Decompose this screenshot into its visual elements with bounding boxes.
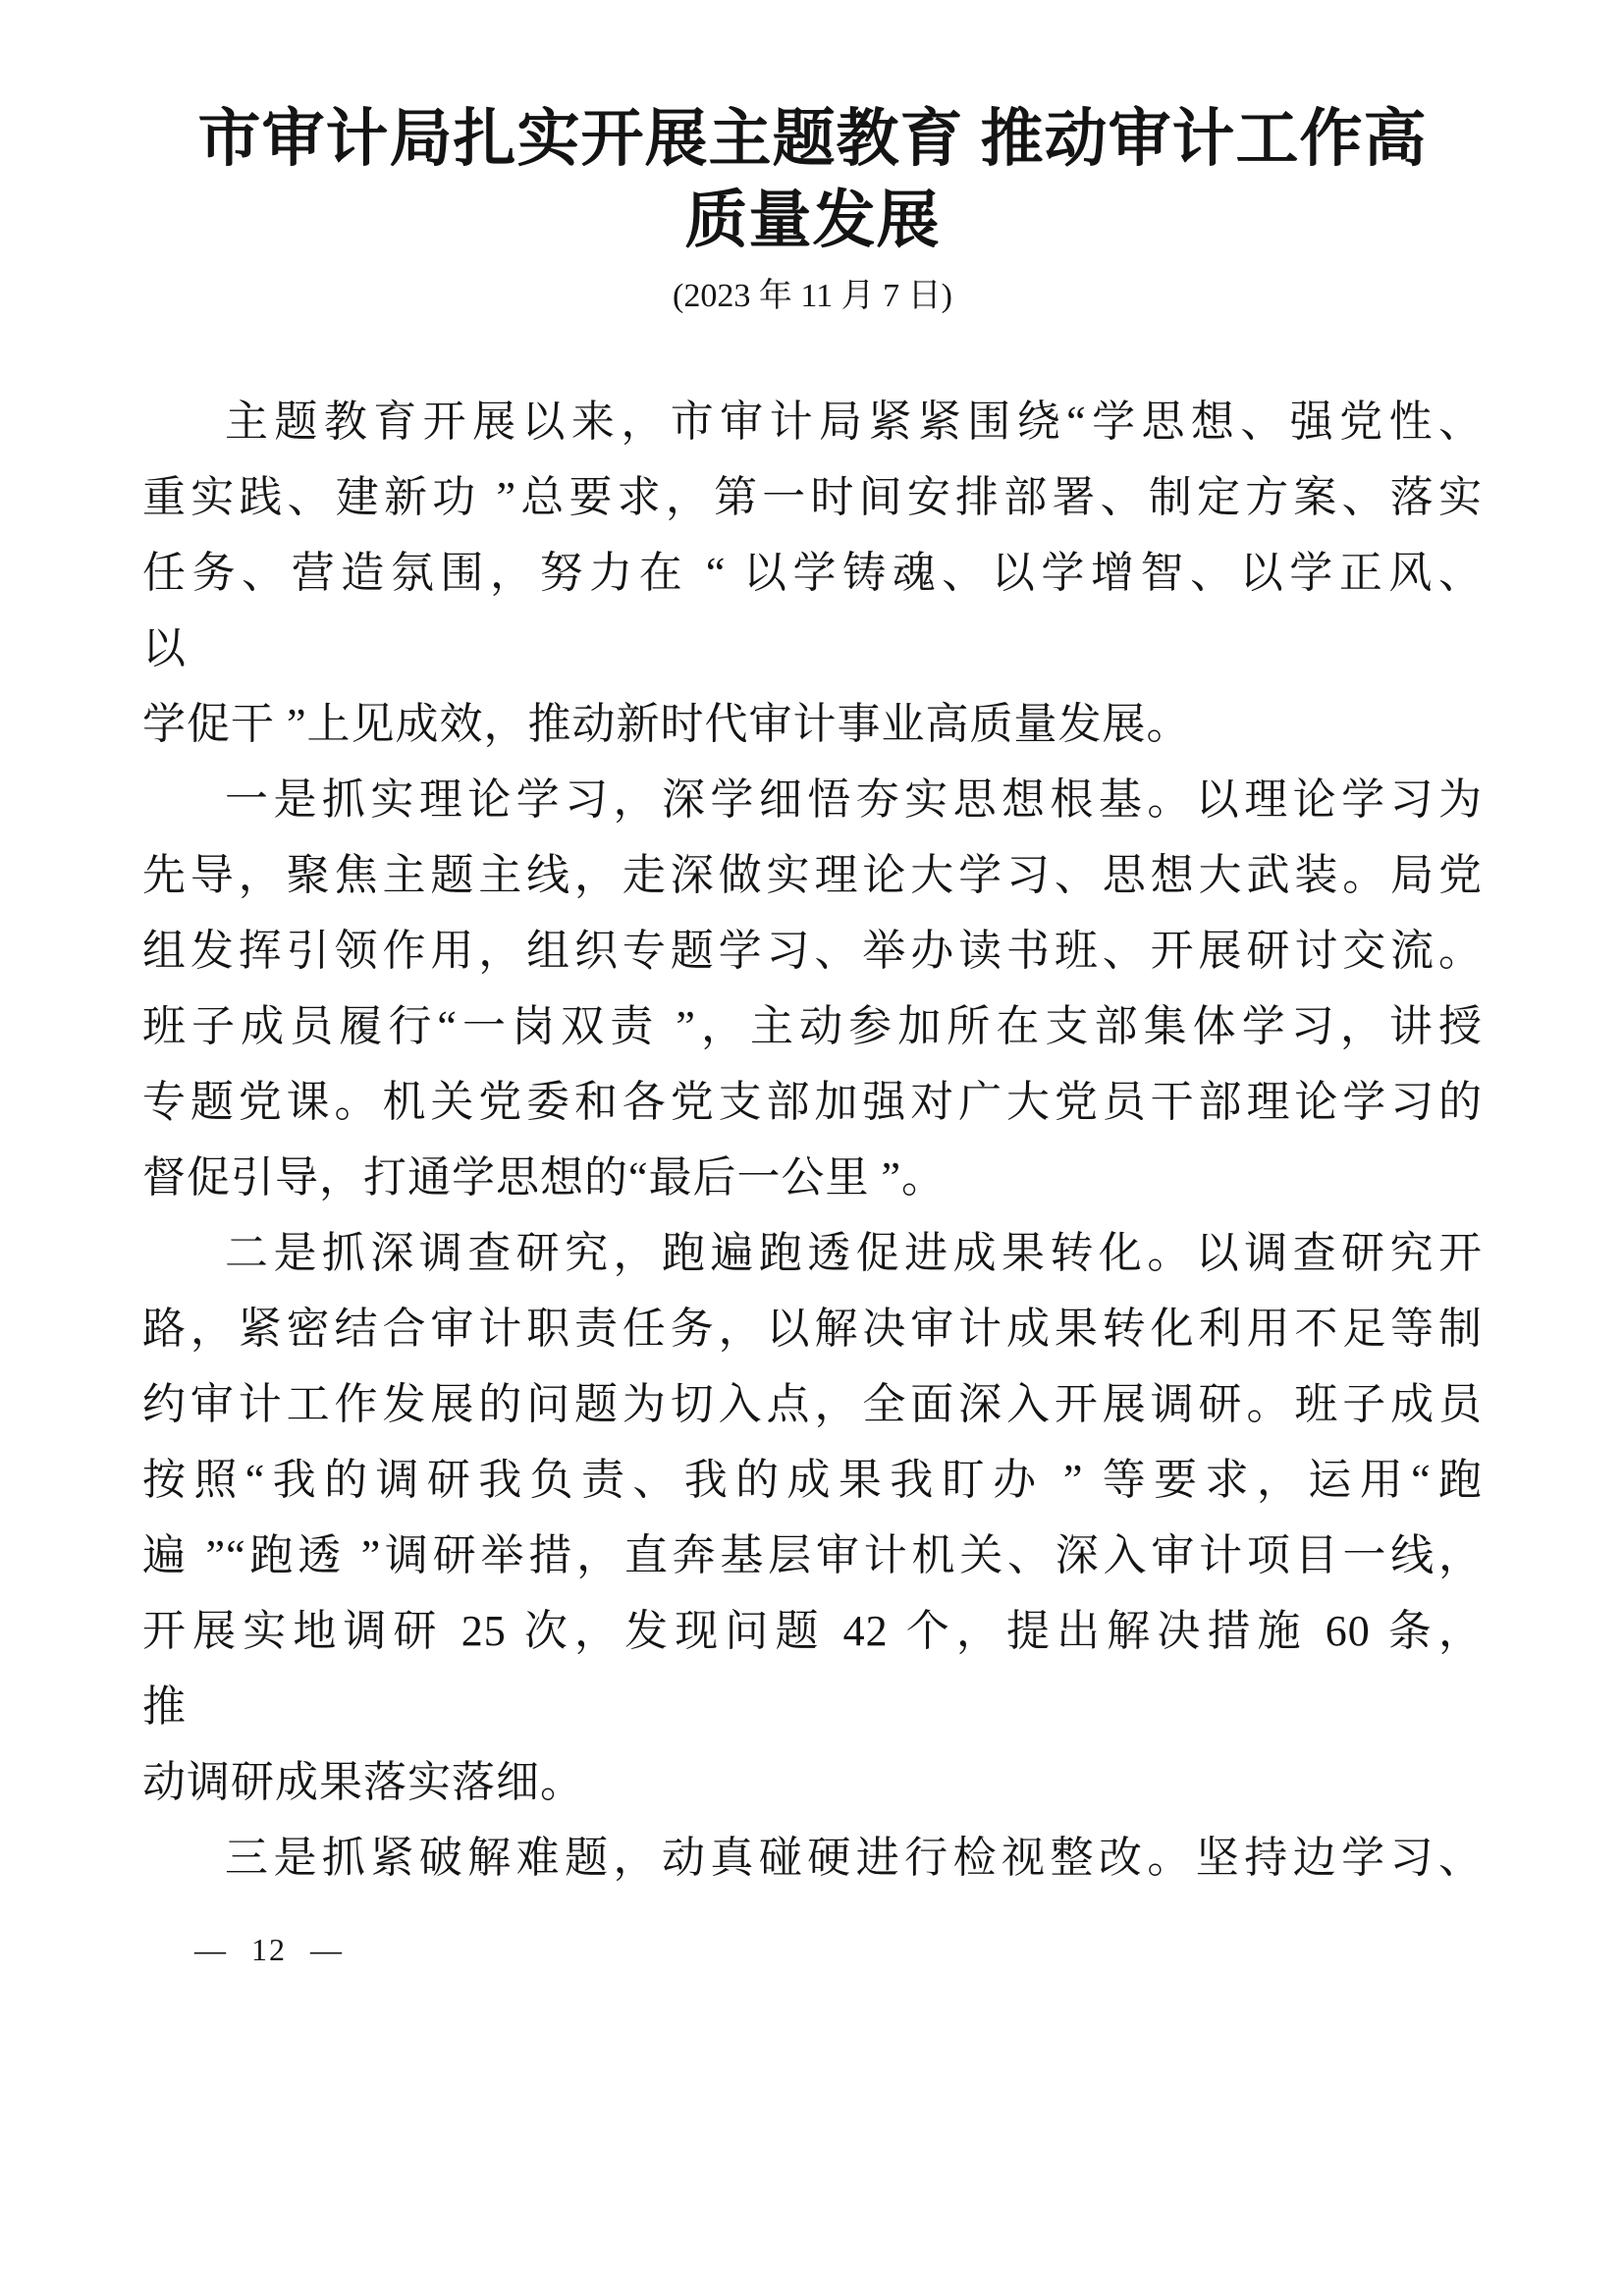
paragraph-line: 先导，聚焦主题主线，走深做实理论大学习、思想大武装。局党: [142, 850, 1483, 899]
paragraph-line: 组发挥引领作用，组织专题学习、举办读书班、开展研讨交流。: [142, 926, 1483, 975]
paragraph: [142, 762, 1483, 1215]
title-line-2: 质量发展: [684, 186, 941, 256]
paragraph-line: 班子成员履行“一岗双责 ”，主动参加所在支部集体学习，讲授: [142, 1001, 1483, 1050]
paragraph-line: 二是抓深调查研究，跑遍跑透促进成果转化。以调查研究开: [225, 1228, 1483, 1277]
paragraph-line: 推: [142, 1682, 187, 1731]
paragraph-line: 动调研成果落实落细。: [142, 1757, 584, 1806]
document-title: [142, 98, 1483, 261]
paragraph-line: 按照“我的调研我负责、我的成果我盯办 ” 等要求，运用“跑: [142, 1455, 1483, 1504]
paragraph-line: 一是抓实理论学习，深学细悟夯实思想根基。以理论学习为: [225, 774, 1483, 824]
paragraph-line: 重实践、建新功 ”总要求，第一时间安排部署、制定方案、落实: [142, 472, 1483, 521]
paragraph: [142, 1215, 1483, 1820]
title-line-1: 市审计局扎实开展主题教育 推动审计工作高: [197, 104, 1428, 174]
paragraph-line: 以: [142, 623, 187, 672]
paragraph: [142, 384, 1483, 762]
page-number: — 12 —: [194, 1932, 344, 1967]
paragraph-line: 主题教育开展以来，市审计局紧紧围绕“学思想、强党性、: [225, 397, 1483, 446]
paragraph-line: 遍 ”“跑透 ”调研举措，直奔基层审计机关、深入审计项目一线，: [142, 1530, 1483, 1579]
paragraph-line: 专题党课。机关党委和各党支部加强对广大党员干部理论学习的: [142, 1077, 1483, 1126]
paragraph-line: 任务、营造氛围，努力在 “ 以学铸魂、以学增智、以学正风、: [142, 548, 1483, 597]
paragraph-line: 督促引导，打通学思想的“最后一公里 ”。: [142, 1152, 947, 1201]
paragraph-line: 学促干 ”上见成效，推动新时代审计事业高质量发展。: [142, 699, 1191, 748]
document-body: [142, 384, 1483, 1896]
document-date: (2023 年 11 月 7 日): [673, 278, 952, 315]
paragraph-line: 路，紧密结合审计职责任务，以解决审计成果转化利用不足等制: [142, 1304, 1483, 1353]
paragraph-line: 约审计工作发展的问题为切入点，全面深入开展调研。班子成员: [142, 1379, 1483, 1428]
paragraph-line: 开展实地调研 25 次，发现问题 42 个，提出解决措施 60 条，: [142, 1606, 1483, 1655]
paragraph: [142, 1820, 1483, 1896]
paragraph-line: 三是抓紧破解难题，动真碰硬进行检视整改。坚持边学习、: [225, 1833, 1483, 1882]
